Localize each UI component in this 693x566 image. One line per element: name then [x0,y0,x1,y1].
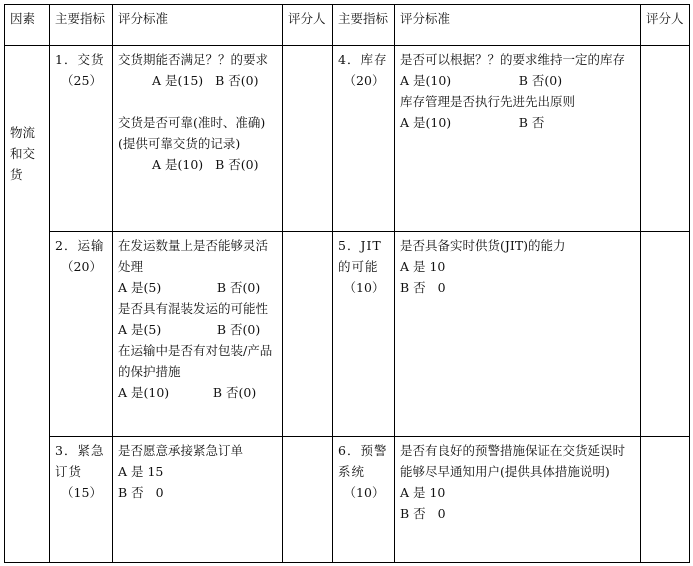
header-factor: 因素 [5,5,50,46]
criteria-options: A 是 10 [400,259,446,274]
criteria-cell [113,46,283,232]
header-criteria-right: 评分标准 [395,5,641,46]
scorer-cell[interactable] [641,232,690,437]
criteria-options: B 否 0 [400,506,446,521]
criteria-line: 交货是否可靠(准时、准确)(提供可靠交货的记录) [118,115,266,151]
header-criteria-left: 评分标准 [113,5,283,46]
criteria-line: 在发运数量上是否能够灵活处理 [118,238,269,274]
criteria-options: B 否 0 [400,280,446,295]
header-indicator-right: 主要指标 [333,5,395,46]
criteria-line: 库存管理是否执行先进先出原则 [400,94,576,109]
table-row [5,232,690,437]
criteria-options: A 是(15) B 否(0) [152,73,259,88]
scorer-cell[interactable] [283,232,333,437]
criteria-line: 是否愿意承接紧急订单 [118,443,244,458]
scorer-cell[interactable] [641,437,690,563]
criteria-line: 交货期能否满足？？的要求 [118,52,269,67]
indicator-weight: （10） [343,280,385,295]
supplier-evaluation-table [4,4,690,563]
factor-cell: 物流和交货 [5,46,50,563]
header-scorer-left: 评分人 [283,5,333,46]
criteria-options: A 是(10) B 否(0) [400,73,563,88]
criteria-cell [395,232,641,437]
criteria-line: 是否有良好的预警措施保证在交货延误时能够尽早通知用户(提供具体措施说明) [400,443,626,479]
indicator-name: 5．JIT的可能 [338,238,382,274]
criteria-options: A 是(10) B 否 [400,115,545,130]
indicator-name: 6．预警系统 [338,443,388,479]
indicator-cell [333,437,395,563]
criteria-line: 是否具有混装发运的可能性 [118,301,269,316]
criteria-spacer [118,91,278,112]
indicator-cell [333,46,395,232]
criteria-cell [113,232,283,437]
criteria-options: A 是(5) B 否(0) [118,280,261,295]
criteria-options: A 是(5) B 否(0) [118,322,261,337]
indicator-name: 4．库存 [338,52,388,67]
criteria-options: A 是 15 [118,464,164,479]
header-indicator-left: 主要指标 [50,5,113,46]
criteria-cell [113,437,283,563]
criteria-line: 是否可以根据？？的要求维持一定的库存 [400,52,626,67]
scorer-cell[interactable] [641,46,690,232]
header-row [5,5,690,46]
indicator-cell [50,46,113,232]
indicator-cell [333,232,395,437]
indicator-cell [50,232,113,437]
criteria-line: 在运输中是否有对包装/产品的保护措施 [118,343,273,379]
indicator-name: 1．交货 [55,52,105,67]
criteria-cell [395,46,641,232]
indicator-cell [50,437,113,563]
table-row [5,46,690,232]
criteria-cell [395,437,641,563]
indicator-name: 3．紧急订货 [55,443,105,479]
indicator-weight: （15） [61,485,102,500]
criteria-line: 是否具备实时供货(JIT)的能力 [400,238,566,253]
indicator-weight: （25） [61,73,102,88]
table-row [5,437,690,563]
criteria-options: B 否 0 [118,485,164,500]
header-scorer-right: 评分人 [641,5,690,46]
criteria-options: A 是(10) B 否(0) [152,157,259,172]
indicator-weight: （10） [343,485,385,500]
criteria-options: A 是 10 [400,485,446,500]
indicator-weight: （20） [343,73,385,88]
scorer-cell[interactable] [283,46,333,232]
scorer-cell[interactable] [283,437,333,563]
criteria-options: A 是(10) B 否(0) [118,385,257,400]
indicator-weight: （20） [61,259,102,274]
indicator-name: 2．运输 [55,238,105,253]
